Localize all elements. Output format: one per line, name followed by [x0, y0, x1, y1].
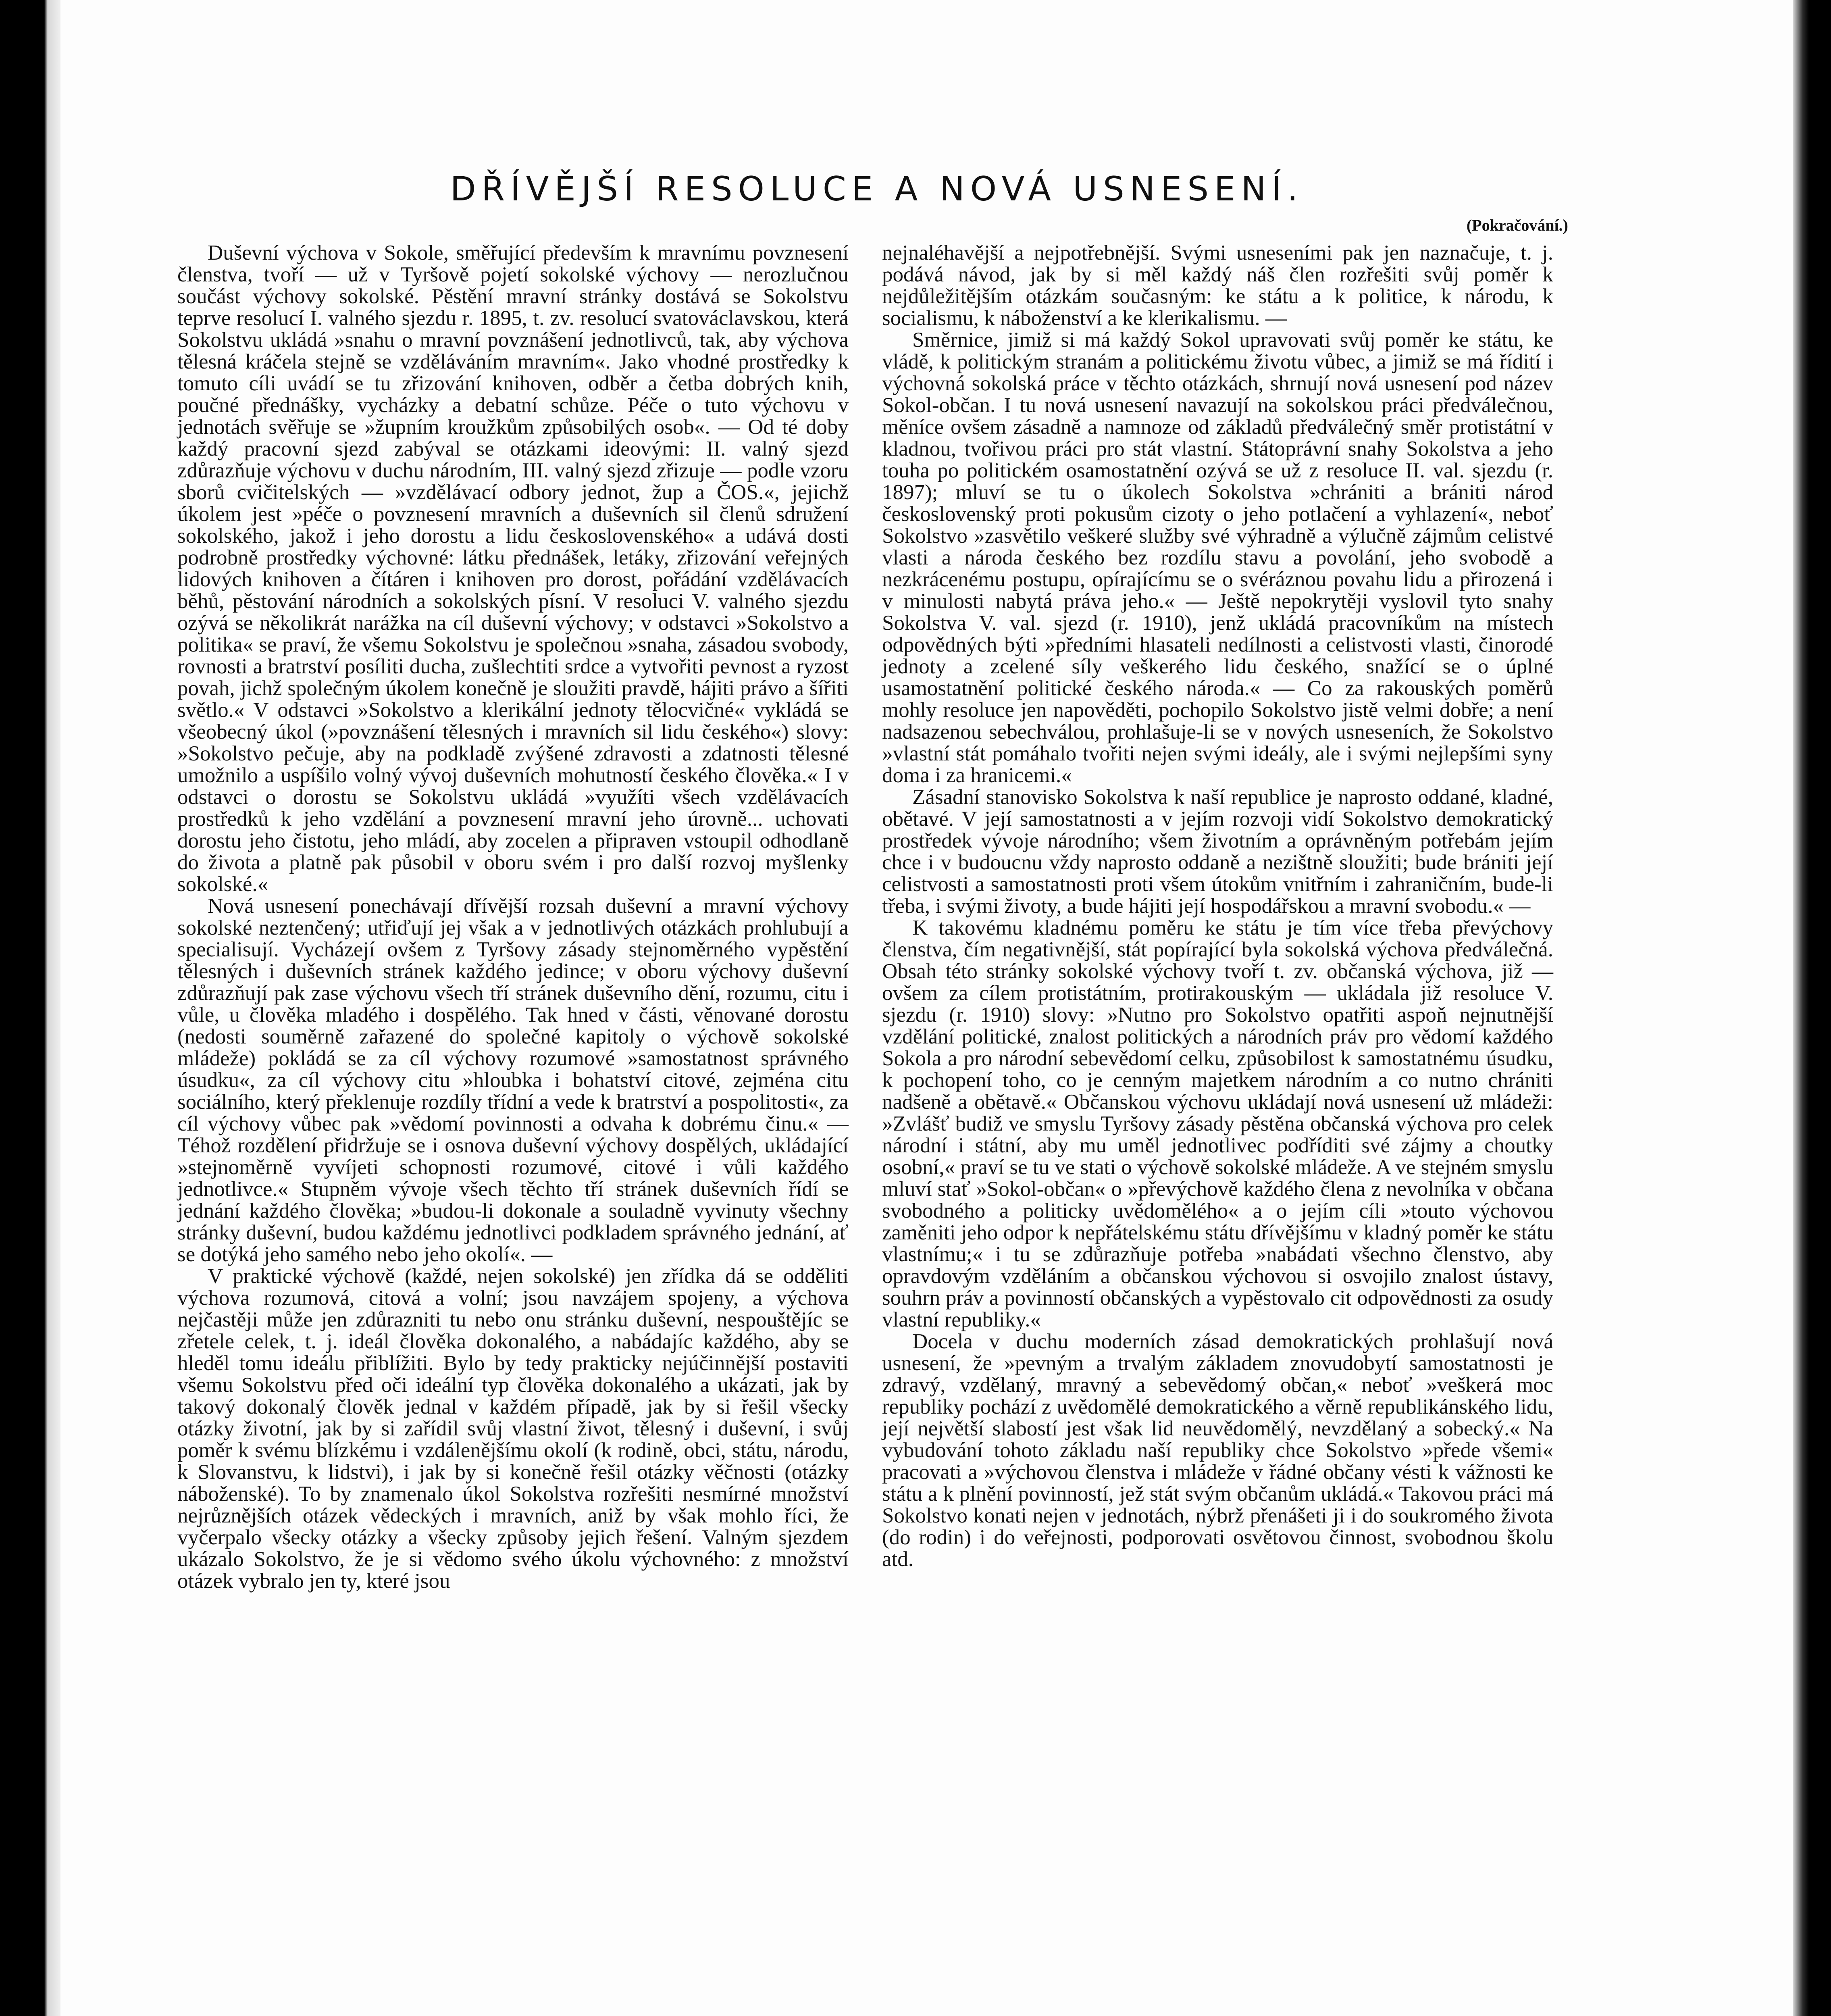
paragraph: Zásadní stanovisko Sokolstva k naší republice je naprosto oddané, kladné, obětavé. V její samostatnosti a v jejím rozvoji vidí Sokolstvo demokratický prostředek vývoje národního; všem životním a oprávněným potřebám jejím chce i v budoucnu vždy naprosto oddaně a nezištně sloužiti; bude brániti její celistvosti a samostatnosti proti všem útokům vnitřním i zahraničním, bude-li třeba, i svými životy, a bude hájiti její hospodářskou a mravní svobodu.« —: [882, 785, 1553, 918]
scan-border-left: [0, 0, 60, 2016]
paragraph: V praktické výchově (každé, nejen sokolské) jen zřídka dá se odděliti výchova rozumová, citová a volní; jsou navzájem spojeny, a výchova nejčastěji může jen zdůrazniti tu nebo onu stránku duševní, nespouštějíc se zřetele celek, t. j. ideál člověka dokonalého, a nabádajíc každého, aby se hleděl tomu ideálu přiblížiti. Bylo by tedy prakticky nejúčinnější postaviti všemu Sokolstvu před oči ideální typ člověka dokonalého a ukázati, jak by takový dokonalý člověk jednal v každém případě, jak by si řešil všecky otázky životní, jak by si zařídil svůj vlastní život, tělesný i duševní, i svůj poměr k svému blízkému i vzdálenějšímu okolí (k rodině, obci, státu, národu, k Slovanstvu, k lidstvi), i jak by si konečně řešil otázky věčnosti (otázky náboženské). To by znamenalo úkol Sokolstva rozřešiti nesmírné množství nejrůznějších otázek vědeckých i mravních, aniž by však mohlo říci, že vyčerpalo všecky otázky a všecky způsoby jejich řešení. Valným sjezdem ukázalo Sokolstvo, že je si vědomo svého úkolu výchovného: z množství otázek vybralo jen ty, které jsou: [177, 1264, 849, 1593]
paragraph: Duševní výchova v Sokole, směřující především k mravnímu povznesení členstva, tvoří — už v Tyršově pojetí sokolské výchovy — nerozlučnou součást výchovy sokolské. Pěstění mravní stránky dostává se Sokolstvu teprve resolucí I. valného sjezdu r. 1895, t. zv. resolucí svatováclavskou, která Sokolstvu ukládá »snahu o mravní povznášení jednotlivců, tak, aby výchova tělesná kráčela stejně se vzděláváním mravním«. Jako vhodné prostředky k tomuto cíli uvádí se tu zřizování knihoven, odběr a četba dobrých knih, poučné přednášky, vycházky a debatní schůze. Péče o tuto výchovu v jednotách svěřuje se »župním kroužkům způsobilých osob«. — Od té doby každý pracovní sjezd zabýval se otázkami ideovými: II. valný sjezd zdůrazňuje výchovu v duchu národním, III. valný sjezd zřizuje — podle vzoru sborů cvičitelských — »vzdělávací odbory jednot, žup a ČOS.«, jejichž úkolem jest »péče o povznesení mravních a duševních sil členů sdružení sokolského, jakož i jeho dorostu a lidu československého« a udává dosti podrobně prostředky výchovné: látku přednášek, letáky, zřizování veřejných lidových knihoven a čítáren i knihoven pro dorost, pořádání vzdělávacích běhů, pěstování národních a sokolských písní. V resoluci V. valného sjezdu ozývá se několikrát narážka na cíl duševní výchovy; v odstavci »Sokolstvo a politika« se praví, že všemu Sokolstvu je společnou »snaha, zásadou svobody, rovnosti a bratrství posíliti ducha, zušlechtiti srdce a vytvořiti pevnost a ryzost povah, jichž společným úkolem konečně je sloužiti pravdě, hájiti právo a šířiti světlo.« V odstavci »Sokolstvo a klerikální jednoty tělocvičné« vykládá se všeobecný úkol (»povznášení tělesných i mravních sil lidu českého«) slovy: »Sokolstvo pečuje, aby na podkladě zvýšené zdravosti a zdatnosti tělesné umožnilo a uspíšilo volný vývoj duševních mohutností českého člověka.« I v odstavci o dorostu se Sokolstvu ukládá »využíti všech vzdělávacích prostředků k jeho vzdělání a povznesení mravní jeho úrovně... uchovati dorostu jeho čistotu, jeho mládí, aby zocelen a připraven vstoupil odhodlaně do života a platně pak působil v oboru svém i pro další rozvoj myšlenky sokolské.«: [177, 241, 849, 896]
paragraph: Směrnice, jimiž si má každý Sokol upravovati svůj poměr ke státu, ke vládě, k politickým stranám a politickému životu vůbec, a jimiž se má řídití i výchovná sokolská práce v těchto otázkách, shrnují nová usnesení pod název Sokol-občan. I tu nová usnesení navazují na sokolskou práci předválečnou, měníce ovšem zásadně a namnoze od základů předválečný směr protistátní v kladnou, tvořivou práci pro stát vlastní. Státoprávní snahy Sokolstva a jeho touha po politickém osamostatnění ozývá se už z resoluce II. val. sjezdu (r. 1897); mluví se tu o úkolech Sokolstva »chrániti a brániti národ československý proti pokusům cizoty o jeho potlačení a vyhlazení«, neboť Sokolstvo »zasvětilo veškeré služby své výhradně a výlučně zájmům celistvé vlasti a národa českého bez rozdílu stavu a povolání, jeho svobodě a nezkrácenému postupu, opírajícímu se o svéráznou povahu lidu a přirozená i v minulosti nabytá práva jeho.« — Ještě nepokrytěji vyslovil tyto snahy Sokolstva V. val. sjezd (r. 1910), jenž ukládá pracovníkům na místech odpovědných býti »předními hlasateli nedílnosti a celistvosti vlasti, činorodé jednoty a zcelené síly veškerého lidu českého, snažící se o úplné usamostatnění politické českého národa.« — Co za rakouských poměrů mohly resoluce jen napověděti, pochopilo Sokolstvo jistě velmi dobře; a není nadsazenou sebechválou, prohlašuje-li se v nových usneseních, že Sokolstvo »vlastní stát pomáhalo tvořiti nejen svými ideály, ale i svými nejlepšími syny doma i za hranicemi.«: [882, 328, 1553, 787]
scan-border-right: [1793, 0, 1831, 2016]
paragraph: Docela v duchu moderních zásad demokratických prohlašují nová usnesení, že »pevným a trvalým základem znovudobytí samostatnosti je zdravý, vzdělaný, mravný a sebevědomý občan,« neboť »veškerá moc republiky pochází z uvědomělé demokratického a věrně republikánského lidu, její největší slabostí jest však lid neuvědomělý, nevzdělaný a sobecký.« Na vybudování tohoto základu naší republiky chce Sokolstvo »přede všemi« pracovati a »výchovou členstva i mládeže v řádné občany vésti k vážnosti ke státu a k plnění povinností, jež stát svým občanům ukládá.« Takovou práci má Sokolstvo konati nejen v jednotách, nýbrž přenášeti ji i do soukromého života (do rodin) i do veřejnosti, podporovati osvětovou činnost, svobodnou školu atd.: [882, 1330, 1553, 1571]
text-column-left: [177, 242, 849, 1592]
paragraph: nejnaléhavější a nejpotřebnější. Svými usneseními pak jen naznačuje, t. j. podává návod, jak by si měl každý náš člen rozřešiti svůj poměr k nejdůležitějším otázkám současným: ke státu a k politice, k národu, k socialismu, k náboženství a ke klerikalismu. —: [882, 241, 1553, 330]
text-column-right: [882, 242, 1553, 1570]
paragraph: Nová usnesení ponechávají dřívější rozsah duševní a mravní výchovy sokolské neztenčený; utřiďují jej však a v jednotlivých otázkách prohlubují a specialisují. Vycházejí ovšem z Tyršovy zásady stejnoměrného vypěstění tělesných i duševních stránek každého jedince; v oboru výchovy duševní zdůrazňují pak zase výchovu všech tří stránek duševního dění, rozumu, citu i vůle, u člověka mladého i dospělého. Tak hned v části, věnované dorostu (nedosti souměrně zařazené do společné kapitoly o výchově sokolské mládeže) pokládá se za cíl výchovy rozumové »samostatnost správného úsudku«, za cíl výchovy citu »hloubka i bohatství citové, zejména citu sociálního, který překlenuje rozdíly třídní a vede k bratrství a pospolitosti«, za cíl výchovy vůbec pak »vědomí povinnosti a odvaha k dobrému činu.« — Téhož rozdělení přidržuje se i osnova duševní výchovy dospělých, ukládající »stejnoměrně vyvíjeti schopnosti rozumové, citové i vůli každého jednotlivce.« Stupněm vývoje všech těchto tří stránek duševních řídí se jednání každého člověka; »budou-li dokonale a souladně vyvinuty všechny stránky duševní, budou každému jednotlivci podkladem správného jednání, ať se dotýká jeho samého nebo jeho okolí«. —: [177, 894, 849, 1266]
paragraph: K takovému kladnému poměru ke státu je tím více třeba převýchovy členstva, čím negativnější, stát popírající byla sokolská výchova předválečná. Obsah této stránky sokolské výchovy tvoří t. zv. občanská výchova, již — ovšem za cílem protistátním, protirakouským — ukládala již resoluce V. sjezdu (r. 1910) slovy: »Nutno pro Sokolstvo opatřiti aspoň nejnutnější vzdělání politické, znalost politických a národních práv pro vědomí každého Sokola a pro národní sebevědomí celku, způsobilost k samostatnému úsudku, k pochopení toho, co je cenným majetkem národním a co nutno chrániti nadšeně a obětavě.« Občanskou výchovu ukládají nová usnesení už mládeži: »Zvlášť budiž ve smyslu Tyršovy zásady pěstěna občanská výchova pro celek národní i státní, aby mu uměl jednotlivec podříditi své zájmy a choutky osobní,« praví se tu ve stati o výchově sokolské mládeže. A ve stejném smyslu mluví stať »Sokol-občan« o »převýchově každého člena z nevolníka v občana svobodného a politicky uvědomělého« a o jejím cíli »touto výchovou zaměniti jeho odpor k nepřátelskému státu dřívějšímu v kladný poměr ke státu vlastnímu;« i tu se zdůrazňuje potřeba »nabádati všechno členstvo, aby opravdovým vzděláním a občanskou výchovou si osvojilo znalost ústavy, souhrn práv a povinností občanských a vypěstovalo cit odpovědnosti za osudy vlastní republiky.«: [882, 916, 1553, 1331]
continuation-note: (Pokračování.): [1466, 216, 1568, 234]
article-title: DŘÍVĚJŠÍ RESOLUCE A NOVÁ USNESENÍ.: [450, 169, 1304, 208]
